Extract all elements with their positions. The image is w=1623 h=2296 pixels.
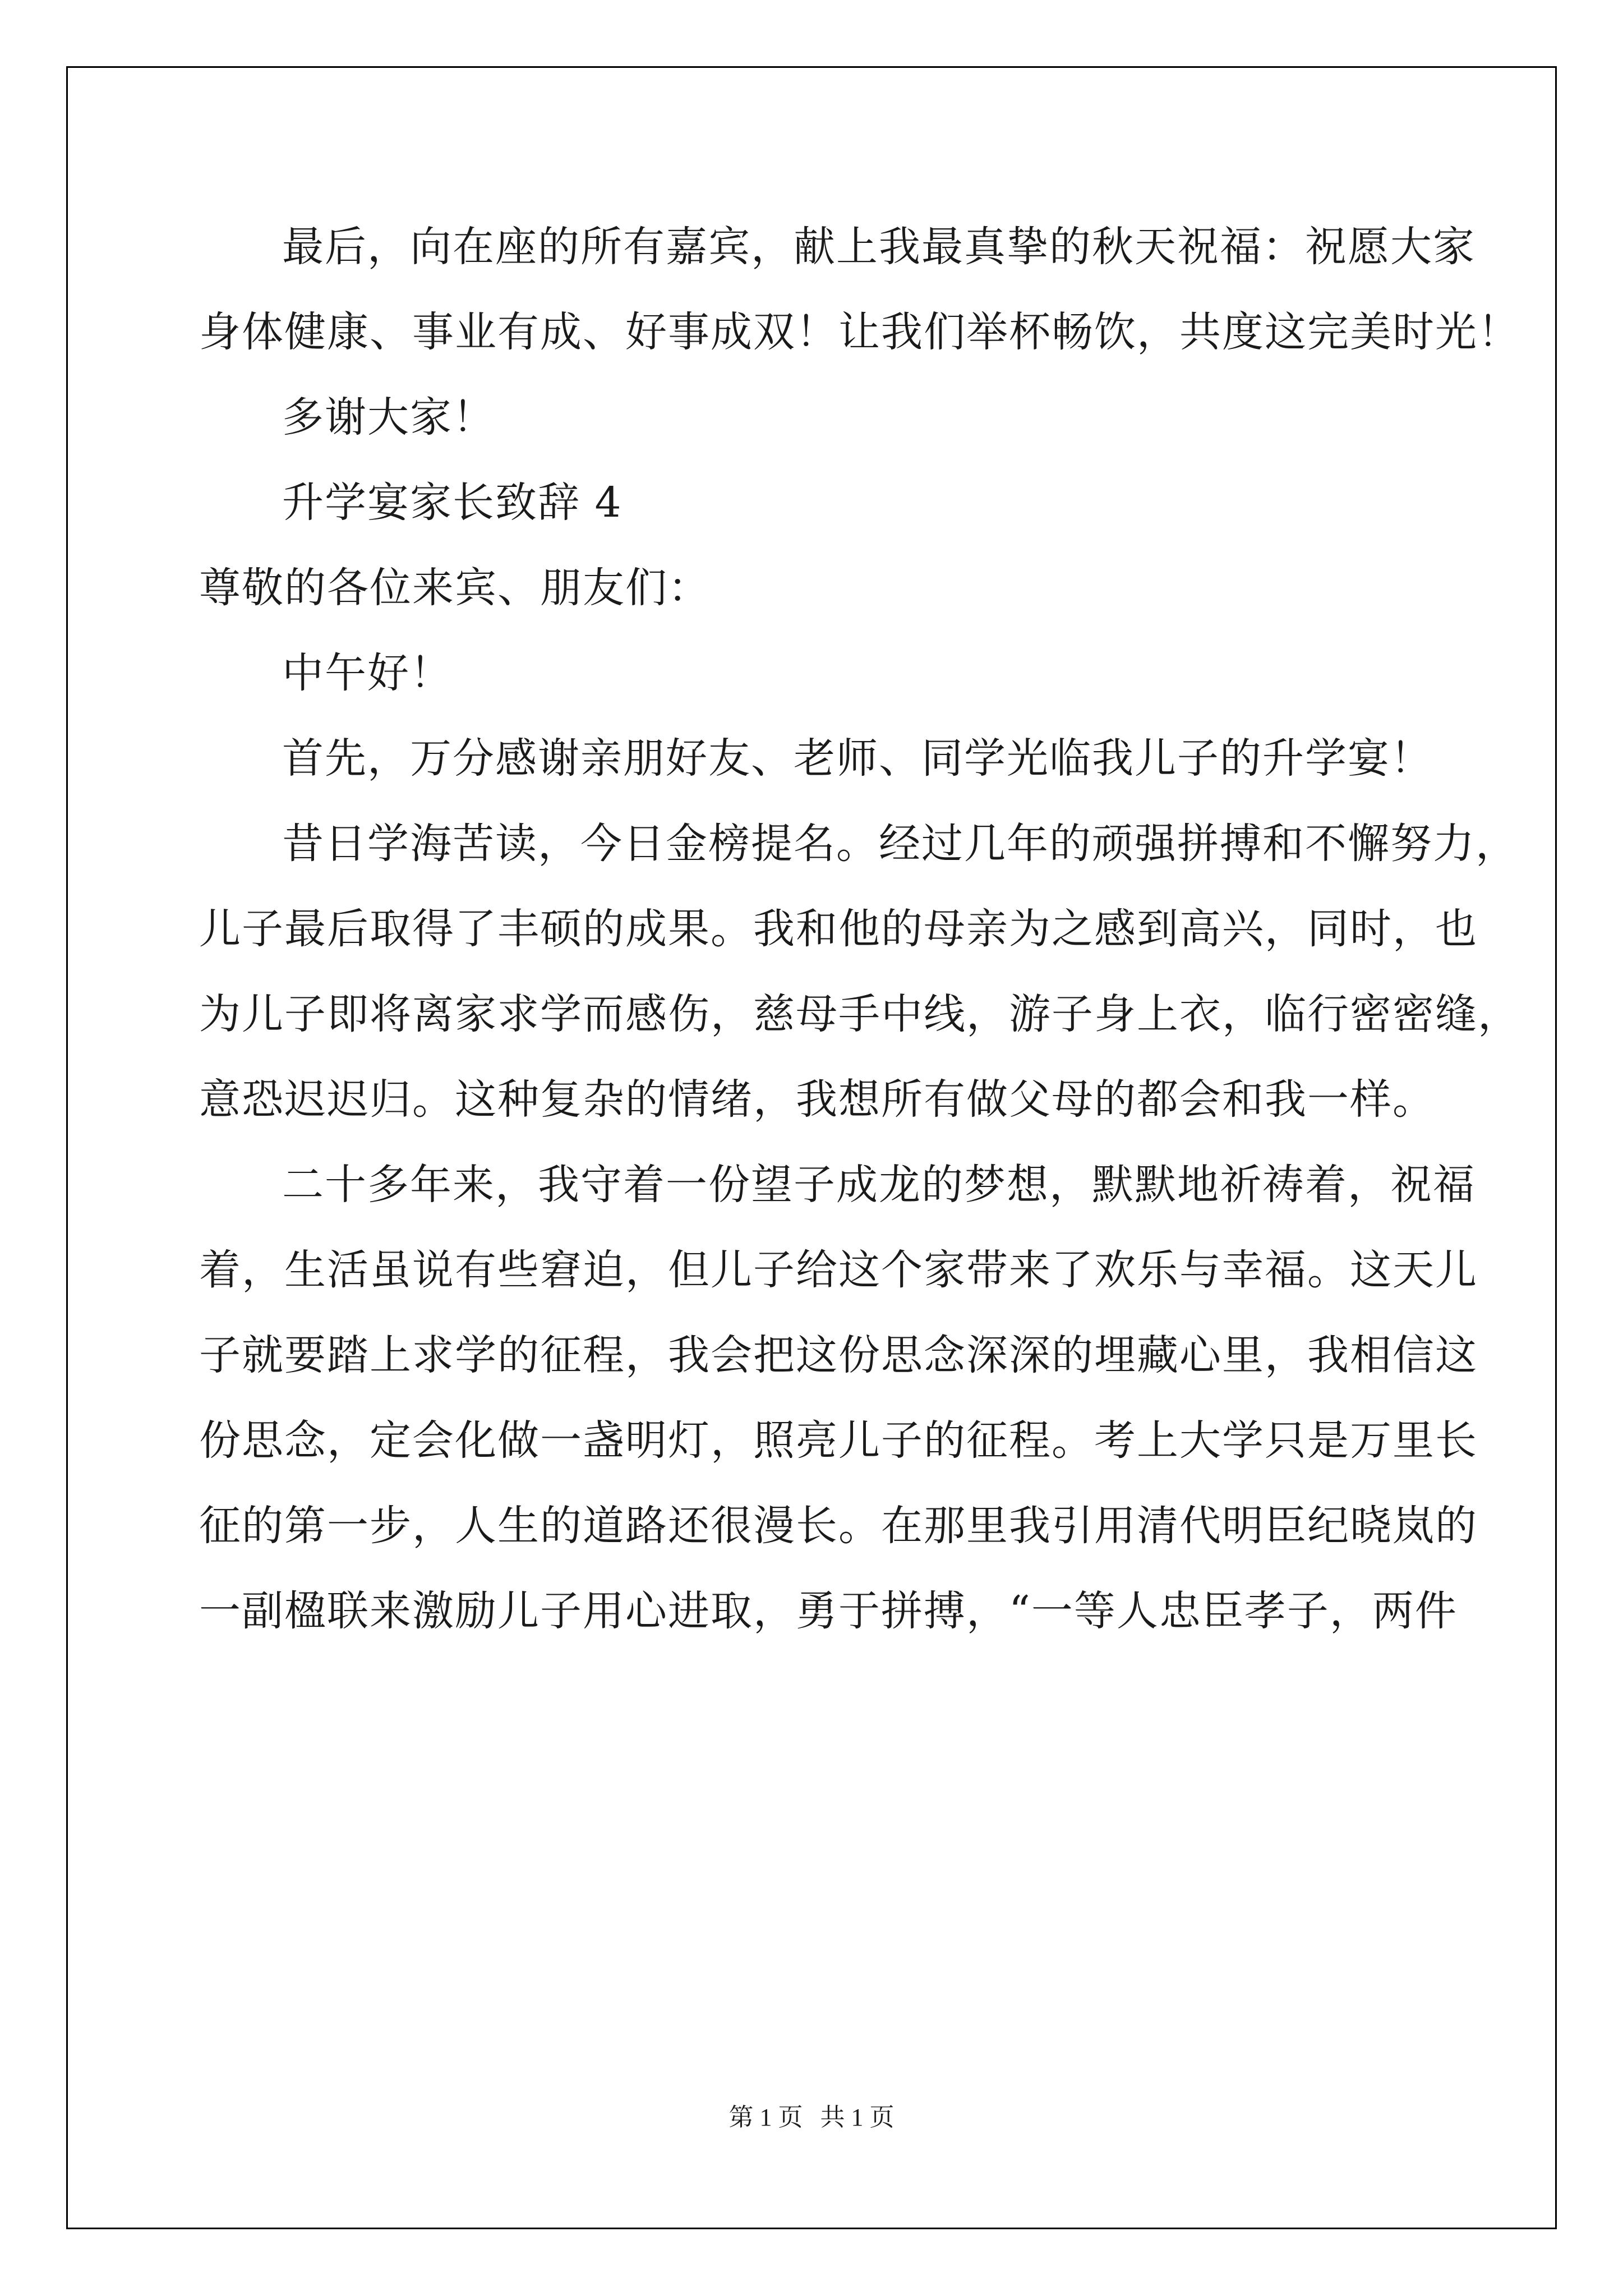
- paragraph-line: 二十多年来，我守着一份望子成龙的梦想，默默地祈祷着，祝福: [282, 1161, 1476, 1209]
- paragraph-line: 多谢大家！: [282, 393, 495, 441]
- paragraph-line: 份思念，定会化做一盏明灯，照亮儿子的征程。考上大学只是万里长: [199, 1416, 1478, 1465]
- page-total: 共 1 页: [820, 2104, 895, 2131]
- section-heading: 升学宴家长致辞 4: [282, 478, 623, 527]
- paragraph-line: 征的第一步，人生的道路还很漫长。在那里我引用清代明臣纪晓岚的: [199, 1502, 1478, 1550]
- salutation: 尊敬的各位来宾、朋友们：: [199, 564, 711, 612]
- page-footer: [0, 2101, 1623, 2134]
- paragraph-line: 儿子最后取得了丰硕的成果。我和他的母亲为之感到高兴，同时，也: [199, 905, 1478, 953]
- paragraph-line: 一副楹联来激励儿子用心进取，勇于拼搏，“一等人忠臣孝子，两件: [199, 1587, 1458, 1635]
- greeting: 中午好！: [282, 649, 453, 697]
- paragraph-line: 意恐迟迟归。这种复杂的情绪，我想所有做父母的都会和我一样。: [199, 1075, 1435, 1124]
- paragraph-line: 首先，万分感谢亲朋好友、老师、同学光临我儿子的升学宴！: [282, 734, 1433, 783]
- paragraph-line: 昔日学海苦读，今日金榜提名。经过几年的顽强拼搏和不懈努力，: [282, 820, 1518, 868]
- paragraph-line: 着，生活虽说有些窘迫，但儿子给这个家带来了欢乐与幸福。这天儿: [199, 1246, 1478, 1294]
- paragraph-line: 子就要踏上求学的征程，我会把这份思念深深的埋藏心里，我相信这: [199, 1331, 1478, 1379]
- paragraph-line: 身体健康、事业有成、好事成双！让我们举杯畅饮，共度这完美时光！: [199, 308, 1520, 356]
- page-number: 第 1 页: [728, 2104, 803, 2131]
- paragraph-line: 为儿子即将离家求学而感伤，慈母手中线，游子身上衣，临行密密缝，: [199, 990, 1520, 1038]
- paragraph-line: 最后，向在座的所有嘉宾，献上我最真挚的秋天祝福：祝愿大家: [282, 223, 1476, 271]
